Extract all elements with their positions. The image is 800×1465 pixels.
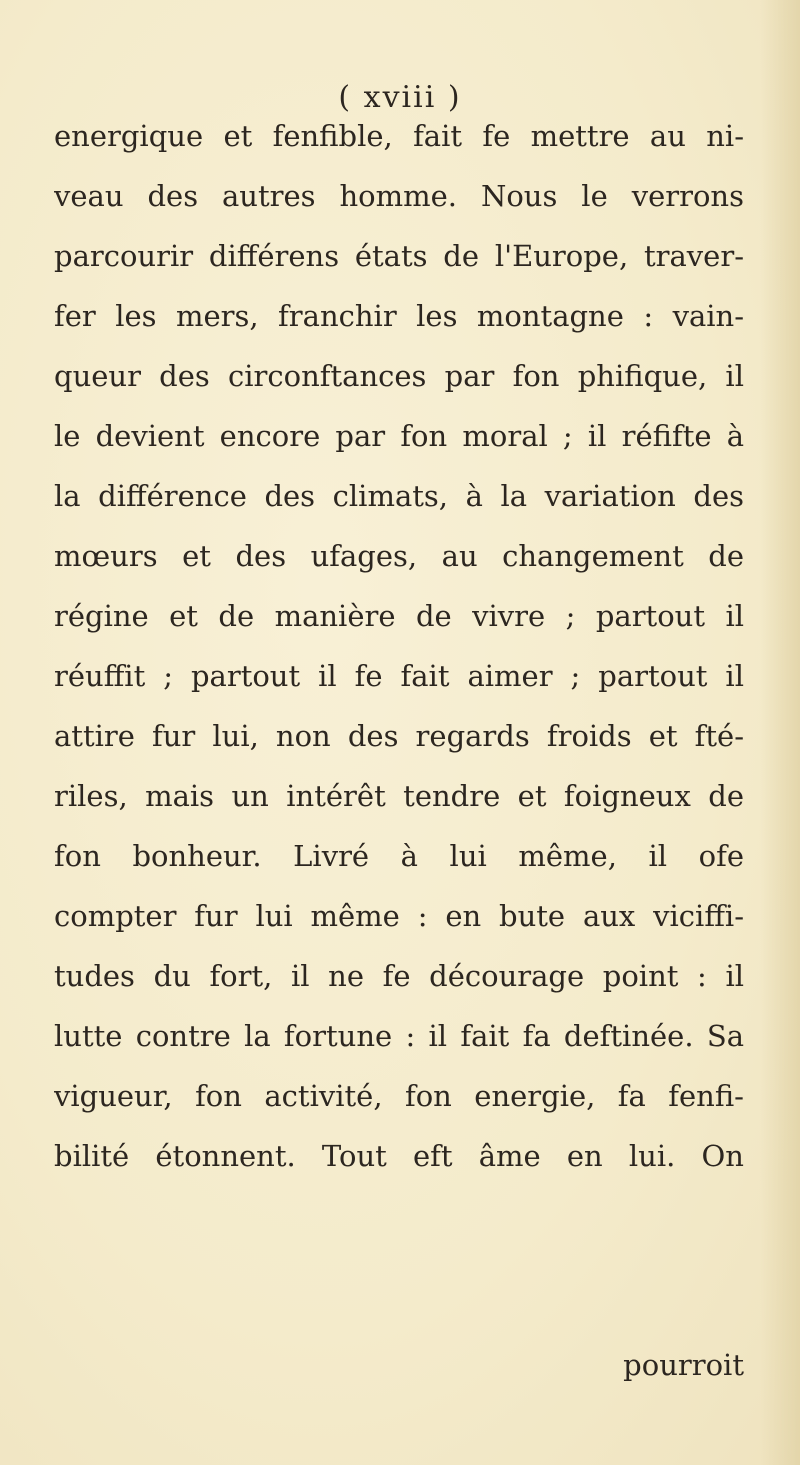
page-edge-shadow [760,0,800,1465]
text-line: compter fur lui même : en bute aux viciffi- [54,899,744,933]
page-number-header: ( xviii ) [338,80,462,115]
text-line: veau des autres homme. Nous le verrons [54,179,744,213]
text-line: vigueur, fon activité, fon energie, fa fenfi- [54,1079,744,1113]
text-line: parcourir différens états de l'Europe, traver- [54,239,744,273]
body-text [54,106,744,1186]
text-line: riles, mais un intérêt tendre et foigneux de [54,779,744,813]
text-line: energique et fenfible, fait fe mettre au ni- [54,119,744,153]
text-line: tudes du fort, il ne fe décourage point : il [54,959,744,993]
text-line: régine et de manière de vivre ; partout il [54,599,744,633]
text-line: la différence des climats, à la variation des [54,479,744,513]
text-line: attire fur lui, non des regards froids et fté- [54,719,744,753]
text-line: fer les mers, franchir les montagne : vain- [54,299,744,333]
text-line: fon bonheur. Livré à lui même, il ofe [54,839,744,873]
text-line: mœurs et des ufages, au changement de [54,539,744,573]
text-line: bilité étonnent. Tout eft âme en lui. On [54,1139,744,1173]
text-line: le devient encore par fon moral ; il réfifte à [54,419,744,453]
text-line: réuffit ; partout il fe fait aimer ; partout il [54,659,744,693]
text-line: queur des circonftances par fon phifique, il [54,359,744,393]
catchword: pourroit [623,1348,744,1382]
text-line: lutte contre la fortune : il fait fa deftinée. Sa [54,1019,744,1053]
